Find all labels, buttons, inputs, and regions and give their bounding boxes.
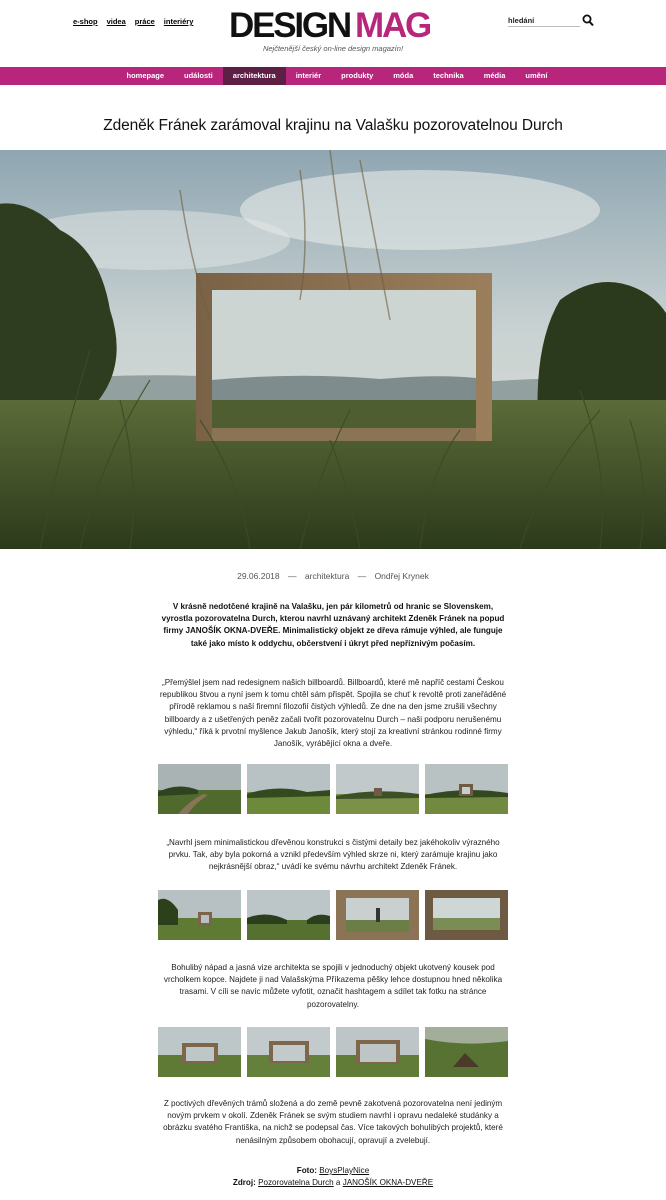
- gallery-thumbnail[interactable]: [336, 764, 419, 814]
- photo-gallery-2: [158, 890, 508, 940]
- top-link-eshop[interactable]: e-shop: [73, 17, 98, 26]
- gallery-thumbnail[interactable]: [247, 764, 330, 814]
- main-nav: [0, 67, 666, 85]
- search-input[interactable]: [508, 14, 580, 27]
- top-link-interiery[interactable]: interiéry: [163, 17, 194, 26]
- article-paragraph-1: „Přemýšlel jsem nad redesignem našich billboardů. Billboardů, které mě napříč cestami Českou republikou štvou a nyní jsem k tomu chtěl sám přispět. Spojila se chuť k revoltě proti zaneřáděné přírodě reklamou s naší firemní filozofií čistých výhledů. Ze dne na den jsme zrušili všechny billboardy a z ušetřených peněz začali tvořit pozorovatelnu Durch – naši podporu nerušenému výhledu,“ říká k prvotní myšlence Jakub Janošík, který stojí za kreativní stránkou rodinné firmy Janošík, vyrábějící okna a dveře.: [159, 678, 507, 749]
- article-paragraph-2: „Navrhl jsem minimalistickou dřevěnou konstrukci s čistými detaily bez jakéhokoliv výrazného prvku. Tak, aby byla pokorná a vznikl především výhled skrze ni, který zarámuje krajinu jako nejkrásnější obraz,“ uvádí ke svému návrhu architekt Zdeněk Fránek.: [166, 838, 500, 872]
- meta-separator: —: [288, 571, 297, 581]
- meta-separator: —: [357, 571, 367, 581]
- top-link-videa[interactable]: videa: [106, 17, 126, 26]
- nav-item-udalosti[interactable]: události: [184, 71, 213, 80]
- photo-credit: [0, 1165, 666, 1177]
- source-credit-label: Zdroj:: [232, 1178, 256, 1187]
- hero-image: [0, 150, 666, 549]
- source-and: a: [335, 1178, 341, 1187]
- article-date: 29.06.2018: [237, 571, 280, 581]
- source-credit: [0, 1177, 666, 1189]
- gallery-thumbnail[interactable]: [158, 764, 241, 814]
- gallery-thumbnail[interactable]: [336, 890, 419, 940]
- nav-item-architektura[interactable]: architektura: [223, 67, 286, 85]
- article-category[interactable]: architektura: [304, 571, 350, 581]
- article-paragraph-3: Bohulibý nápad a jasná vize architekta se spojili v jednoduchý objekt ukotvený kousek pod vrcholkem kopce. Najdete ji nad Valašskýma Příkazema pěšky lehce dostupnou hned několika trasami. V cíli se navíc můžete vyfotit, označit hashtagem a sdílet tak fotku na stránce pozorovatelny.: [163, 963, 503, 1009]
- nav-item-technika[interactable]: technika: [433, 71, 464, 80]
- nav-item-interier[interactable]: interiér: [295, 71, 322, 80]
- search-box: [508, 14, 594, 28]
- source-link-janosik[interactable]: JANOŠÍK OKNA-DVEŘE: [342, 1178, 434, 1187]
- gallery-thumbnail[interactable]: [158, 1027, 241, 1077]
- nav-item-moda[interactable]: móda: [393, 71, 414, 80]
- nav-item-produkty[interactable]: produkty: [341, 71, 374, 80]
- search-icon[interactable]: [582, 14, 594, 27]
- photo-credit-label: Foto:: [296, 1166, 318, 1175]
- source-link-durch[interactable]: Pozorovatelna Durch: [258, 1178, 334, 1187]
- logo-design-text: DESIGN: [229, 8, 350, 40]
- photo-gallery-3: [158, 1027, 508, 1077]
- top-link-prace[interactable]: práce: [134, 17, 155, 26]
- nav-item-homepage[interactable]: homepage: [126, 71, 165, 80]
- article-paragraph-4: Z poctivých dřevěných trámů složená a do země pevně zakotvená pozorovatelna není jediným novým prvkem v okolí. Zdeněk Fránek se svým studiem navrhl i opravu nedaleké studánky a obrázku svatého Františka, na nichž se podepsal čas. Více takových bohulibých projektů, které nenásilným způsobem obohacují, opravují a zvelebují.: [163, 1099, 503, 1145]
- article-title: Zdeněk Fránek zarámoval krajinu na Valašku pozorovatelnou Durch: [103, 117, 563, 134]
- nav-item-umeni[interactable]: umění: [525, 71, 548, 80]
- tagline: Nejčtenější český on-line design magazín!: [262, 44, 404, 53]
- article-credits: [0, 1165, 666, 1189]
- photo-credit-link[interactable]: BoysPlayNice: [319, 1166, 370, 1175]
- gallery-thumbnail[interactable]: [158, 890, 241, 940]
- logo-mag-text: MAG: [355, 8, 431, 40]
- gallery-thumbnail[interactable]: [425, 890, 508, 940]
- article-author[interactable]: Ondřej Krynek: [374, 571, 429, 581]
- gallery-thumbnail[interactable]: [425, 764, 508, 814]
- gallery-thumbnail[interactable]: [425, 1027, 508, 1077]
- gallery-thumbnail[interactable]: [336, 1027, 419, 1077]
- site-logo[interactable]: [229, 8, 437, 40]
- gallery-thumbnail[interactable]: [247, 890, 330, 940]
- gallery-thumbnail[interactable]: [247, 1027, 330, 1077]
- article-meta: [0, 571, 666, 581]
- nav-item-media[interactable]: média: [483, 71, 506, 80]
- article-lead: V krásně nedotčené krajině na Valašku, jen pár kilometrů od hranic se Slovenskem, vyrostla pozorovatelna Durch, kterou navrhl uznávaný architekt Zdeněk Fránek na popud firmy JANOŠÍK OKNA-DVEŘE. Minimalistický objekt ze dřeva rámuje výhled, ale funguje také jako místo k oddychu, občerstvení i úkryt před nepříznivým počasím.: [161, 602, 505, 648]
- photo-gallery-1: [158, 764, 508, 814]
- top-links: [73, 17, 193, 26]
